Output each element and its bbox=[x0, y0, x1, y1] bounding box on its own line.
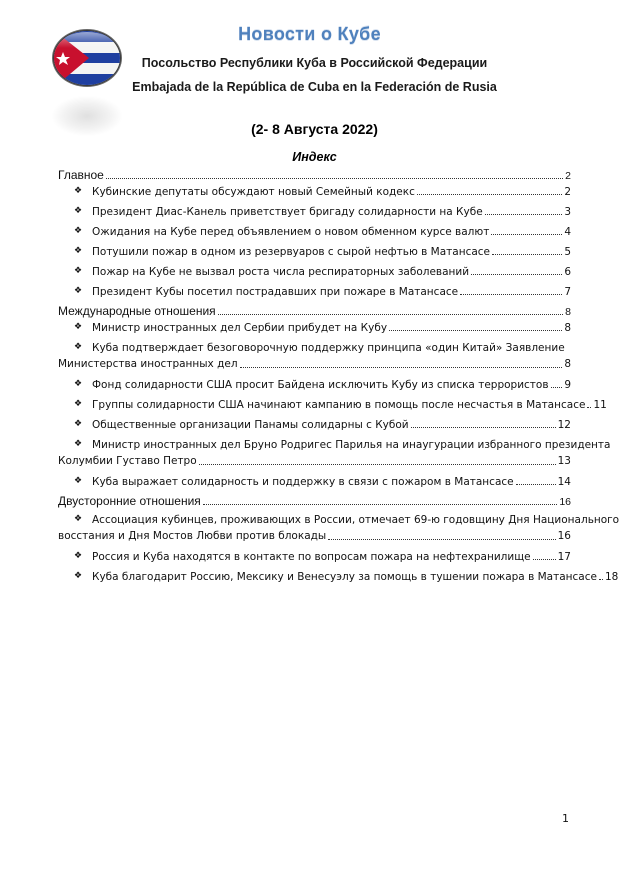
dot-leader bbox=[471, 274, 562, 275]
bullet-icon: ❖ bbox=[74, 342, 83, 352]
toc-page-number: 12 bbox=[557, 419, 571, 431]
toc-page-number: 7 bbox=[564, 286, 571, 298]
toc-entry[interactable] bbox=[58, 399, 607, 411]
toc-entry[interactable] bbox=[58, 266, 571, 278]
toc-entry-text: Ассоциация кубинцев, проживающих в России, отмечает 69-ю годовщину Дня Национального bbox=[92, 514, 619, 526]
bullet-icon: ❖ bbox=[74, 186, 83, 196]
toc-entry[interactable] bbox=[58, 286, 571, 298]
toc-entry[interactable] bbox=[58, 186, 571, 198]
toc-section-international[interactable] bbox=[58, 301, 571, 318]
bullet-icon: ❖ bbox=[74, 439, 83, 449]
toc-entry-text: Президент Диас-Канель приветствует бригаду солидарности на Кубе bbox=[92, 206, 483, 218]
dot-leader bbox=[492, 254, 562, 255]
dot-leader bbox=[218, 314, 563, 315]
bullet-icon: ❖ bbox=[74, 266, 83, 276]
toc-page-number: 17 bbox=[557, 551, 571, 563]
toc-entry-text: Пожар на Кубе не вызвал роста числа респираторных заболеваний bbox=[92, 266, 470, 278]
bullet-icon: ❖ bbox=[74, 379, 83, 389]
toc-entry-text: Куба выражает солидарность и поддержку в связи с пожаром в Матансасе bbox=[92, 476, 514, 488]
dot-leader bbox=[491, 234, 562, 235]
toc-page-number: 5 bbox=[564, 246, 571, 258]
toc-entry-text: Ожидания на Кубе перед объявлением о новом обменном курсе валют bbox=[92, 226, 490, 238]
bullet-icon: ❖ bbox=[74, 571, 83, 581]
dot-leader bbox=[106, 178, 563, 179]
embassy-name-es: Embajada de la República de Cuba en la Federación de Rusia bbox=[132, 80, 497, 94]
toc-entry-text: Куба благодарит Россию, Мексику и Венесуэлу за помощь в тушении пожара в Матансасе bbox=[92, 571, 597, 583]
toc-entry-text-continued: Колумбии Густаво Петро bbox=[58, 455, 197, 467]
toc-entry-text: Министр иностранных дел Сербии прибудет на Кубу bbox=[92, 322, 388, 334]
toc-page-number: 3 bbox=[564, 206, 571, 218]
table-of-contents bbox=[58, 165, 619, 583]
bullet-icon: ❖ bbox=[74, 286, 83, 296]
dot-leader bbox=[587, 407, 591, 408]
toc-page-number: 4 bbox=[564, 226, 571, 238]
toc-entry[interactable] bbox=[58, 513, 619, 543]
toc-entry-text: Потушили пожар в одном из резервуаров с сырой нефтью в Матансасе bbox=[92, 246, 491, 258]
toc-entry-text: Кубинские депутаты обсуждают новый Семейный кодекс bbox=[92, 186, 415, 198]
dot-leader bbox=[551, 387, 563, 388]
toc-page-number: 6 bbox=[564, 266, 571, 278]
toc-entry-text: Фонд солидарности США просит Байдена исключить Кубу из списка террористов bbox=[92, 379, 549, 391]
toc-entry[interactable] bbox=[58, 379, 571, 391]
toc-page-number: 16 bbox=[557, 530, 571, 542]
bullet-icon: ❖ bbox=[74, 514, 83, 524]
toc-page-number: 8 bbox=[564, 322, 571, 334]
toc-page-number: 11 bbox=[593, 399, 607, 411]
toc-page-number: 8 bbox=[565, 306, 571, 318]
toc-entry[interactable] bbox=[58, 438, 611, 468]
toc-section-title: Международные отношения bbox=[58, 304, 216, 318]
dot-leader bbox=[328, 539, 555, 540]
toc-entry-text: Группы солидарности США начинают кампанию в помощь после несчастья в Матансасе bbox=[92, 399, 586, 411]
toc-entry[interactable] bbox=[58, 226, 571, 238]
toc-section-title: Двусторонние отношения bbox=[58, 494, 201, 508]
toc-entry-text: Общественные организации Панамы солидарны с Кубой bbox=[92, 419, 409, 431]
toc-section-main[interactable] bbox=[58, 165, 571, 182]
dot-leader bbox=[516, 484, 556, 485]
embassy-name-ru: Посольство Республики Куба в Российской Федерации bbox=[141, 56, 488, 70]
toc-entry[interactable] bbox=[58, 341, 571, 371]
dot-leader bbox=[203, 504, 558, 505]
bullet-icon: ❖ bbox=[74, 226, 83, 236]
toc-page-number: 9 bbox=[564, 379, 571, 391]
bullet-icon: ❖ bbox=[74, 419, 83, 429]
dot-leader bbox=[599, 579, 603, 580]
toc-entry-text: Президент Кубы посетил пострадавших при пожаре в Матансасе bbox=[92, 286, 459, 298]
bullet-icon: ❖ bbox=[74, 399, 83, 409]
index-heading: Индекс bbox=[292, 150, 337, 164]
toc-entry-text: Министр иностранных дел Бруно Родригес Парилья на инаугурации избранного президента bbox=[92, 439, 611, 451]
toc-entry[interactable] bbox=[58, 246, 571, 258]
toc-entry[interactable] bbox=[58, 571, 619, 583]
toc-entry-text: Куба подтверждает безоговорочную поддержку принципа «один Китай» Заявление bbox=[92, 342, 565, 354]
dot-leader bbox=[533, 559, 556, 560]
bullet-icon: ❖ bbox=[74, 206, 83, 216]
dot-leader bbox=[485, 214, 563, 215]
toc-page-number: 14 bbox=[557, 476, 571, 488]
toc-page-number: 13 bbox=[557, 455, 571, 467]
toc-page-number: 2 bbox=[565, 170, 571, 182]
toc-page-number: 16 bbox=[559, 496, 571, 508]
toc-entry[interactable] bbox=[58, 322, 571, 334]
toc-page-number: 2 bbox=[564, 186, 571, 198]
dot-leader bbox=[199, 464, 556, 465]
toc-entry[interactable] bbox=[58, 419, 571, 431]
bullet-icon: ❖ bbox=[74, 476, 83, 486]
toc-section-bilateral[interactable] bbox=[58, 491, 571, 508]
toc-page-number: 8 bbox=[564, 358, 571, 370]
toc-entry-text: Россия и Куба находятся в контакте по вопросам пожара на нефтехранилище bbox=[92, 551, 531, 563]
bullet-icon: ❖ bbox=[74, 551, 83, 561]
toc-entry[interactable] bbox=[58, 551, 571, 563]
bullet-icon: ❖ bbox=[74, 322, 83, 332]
toc-page-number: 18 bbox=[604, 571, 619, 583]
dot-leader bbox=[240, 367, 563, 368]
date-range: (2- 8 Августа 2022) bbox=[251, 121, 378, 137]
dot-leader bbox=[389, 330, 562, 331]
toc-entry-text-continued: Министерства иностранных дел bbox=[58, 358, 238, 370]
bullet-icon: ❖ bbox=[74, 246, 83, 256]
dot-leader bbox=[460, 294, 562, 295]
toc-section-title: Главное bbox=[58, 168, 104, 182]
newsletter-title: Новости о Кубе bbox=[238, 24, 381, 44]
toc-entry-text-continued: восстания и Дня Мостов Любви против блокады bbox=[58, 530, 327, 542]
toc-entry[interactable] bbox=[58, 476, 571, 488]
page-number: 1 bbox=[562, 812, 569, 825]
dot-leader bbox=[417, 194, 562, 195]
dot-leader bbox=[411, 427, 556, 428]
toc-entry[interactable] bbox=[58, 206, 571, 218]
